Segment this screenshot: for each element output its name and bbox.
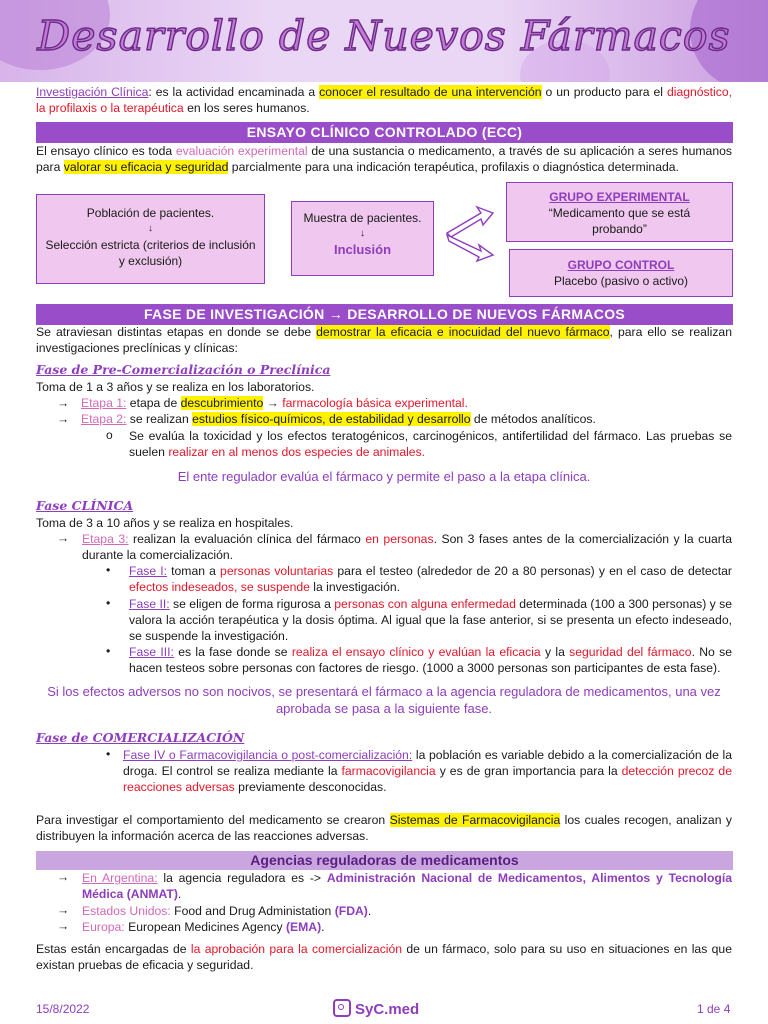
banner-fase-investigacion: FASE DE INVESTIGACIÓN → DESARROLLO DE NUEVOS FÁRMACOS — [36, 304, 733, 325]
bullet-dot: • — [106, 747, 111, 761]
banner-ecc: ENSAYO CLÍNICO CONTROLADO (ECC) — [36, 122, 733, 143]
nota-ente-regulador: El ente regulador evalúa el fármaco y permite el paso a la etapa clínica. — [177, 469, 591, 484]
etapa-2: → Etapa 2: se realizan estudios físico-químicos, de estabilidad y desarrollo de métodos analíticos. — [57, 412, 596, 426]
split-arrows — [443, 203, 495, 265]
sub-bullet: o — [106, 428, 113, 442]
heading-clinica: Fase CLÍNICA — [36, 498, 134, 513]
ecc-paragraph: El ensayo clínico es toda evaluación experimental de una sustancia o medicamento, a través de su aplicación a seres humanos para valorar su eficacia y seguridad parcialmente para una indicación terapéutica, profilaxis o diagnóstica determinada. — [36, 144, 732, 174]
final-paragraph: Estas están encargadas de la aprobación para la comercialización de un fármaco, solo para su uso en situaciones en las que existan pruebas de eficacia y seguridad. — [36, 942, 732, 972]
sistemas-paragraph: Para investigar el comportamiento del medicamento se crearon Sistemas de Farmacovigilancia los cuales recogen, analizan y distribuyen la información acerca de las reacciones adversas. — [36, 813, 732, 843]
preclinica-duracion: Toma de 1 a 3 años y se realiza en los laboratorios. — [36, 380, 315, 394]
intro-paragraph: Investigación Clínica: es la actividad encaminada a conocer el resultado de una intervención o un producto para el diagnóstico, la profilaxis o la terapéutica en los seres humanos. — [36, 85, 732, 115]
fase-paragraph: Se atraviesan distintas etapas en donde se debe demostrar la eficacia e inocuidad del nuevo fármaco, para ello se realizan investigaciones preclínicas y clínicas: — [36, 325, 732, 355]
intro-term: Investigación Clínica — [36, 85, 149, 99]
agencia-europa: Europa: European Medicines Agency (EMA). — [82, 920, 325, 934]
heading-preclinica: Fase de Pre-Comercialización o Preclínica — [36, 362, 331, 377]
box-grupo-experimental: GRUPO EXPERIMENTAL “Medicamento que se está probando” — [506, 182, 733, 242]
agencia-argentina: En Argentina: la agencia reguladora es -> Administración Nacional de Medicamentos, Alimentos y Tecnología Médica (ANMAT). — [82, 871, 732, 901]
clinica-duracion: Toma de 3 a 10 años y se realiza en hospitales. — [36, 516, 294, 530]
header-banner — [0, 0, 768, 82]
box-muestra: Muestra de pacientes. ↓ Inclusión — [291, 201, 434, 276]
etapa-2-detalle: Se evalúa la toxicidad y los efectos teratogénicos, carcinogénicos, antifertilidad del fármaco. Las pruebas se suelen realizar en al menos dos especies de animales. — [129, 429, 732, 459]
page-title: Desarrollo de Nuevos Fármacos — [37, 12, 731, 60]
bullet-dot: • — [106, 563, 111, 577]
instagram-icon — [333, 999, 351, 1017]
nota-efectos-adversos: Si los efectos adversos no son nocivos, se presentará el fármaco a la agencia reguladora de medicamentos, una vez aprobada se pasa a la siguiente fase. — [47, 684, 721, 716]
arrow-icon: → — [57, 919, 70, 933]
arrow-icon: → — [57, 903, 70, 917]
fase-1: Fase I: toman a personas voluntarias para el testeo (alrededor de 20 a 80 personas) y en el caso de detectar efectos indeseados, se suspende la investigación. — [129, 564, 732, 594]
fase-3: Fase III: es la fase donde se realiza el ensayo clínico y evalúan la eficacia y la seguridad del fármaco. No se hacen testeos sobre personas con factores de riesgo. (1000 a 3000 personas son participantes de esta fase). — [129, 645, 732, 675]
footer-page: 1 de 4 — [697, 1002, 731, 1016]
fase-4: Fase IV o Farmacovigilancia o post-comercialización: la población es variable debido a la comercialización de la droga. El control se realiza mediante la farmacovigilancia y es de gran importancia para la detección precoz de reacciones adversas previamente desconocidas. — [123, 748, 732, 794]
banner-agencias: Agencias reguladoras de medicamentos — [36, 851, 733, 870]
bullet-dot: • — [106, 644, 111, 658]
arrow-icon: → — [57, 531, 70, 545]
bullet-dot: • — [106, 596, 111, 610]
etapa-1: → Etapa 1: etapa de descubrimiento → farmacología básica experimental. — [57, 396, 468, 410]
box-poblacion: Población de pacientes. ↓ Selección estricta (criterios de inclusión y exclusión) — [36, 194, 265, 284]
agencia-usa: Estados Unidos: Food and Drug Administation (FDA). — [82, 904, 372, 918]
fase-2: Fase II: se eligen de forma rigurosa a personas con alguna enfermedad determinada (100 a 300 personas) y se valora la acción terapéutica y la dosis óptima. Al igual que la fase anterior, si se presenta un efecto indeseado, se suspende la investigación. — [129, 597, 733, 643]
footer-brand: SyC.med — [333, 999, 419, 1018]
arrow-icon: → — [57, 870, 70, 884]
footer-date: 15/8/2022 — [36, 1002, 90, 1016]
box-grupo-control: GRUPO CONTROL Placebo (pasivo o activo) — [509, 249, 733, 297]
etapa-3: Etapa 3: realizan la evaluación clínica del fármaco en personas. Son 3 fases antes de la comercialización y la cuarta durante la comercialización. — [82, 532, 732, 562]
heading-comercializacion: Fase de COMERCIALIZACIÓN — [36, 730, 245, 745]
